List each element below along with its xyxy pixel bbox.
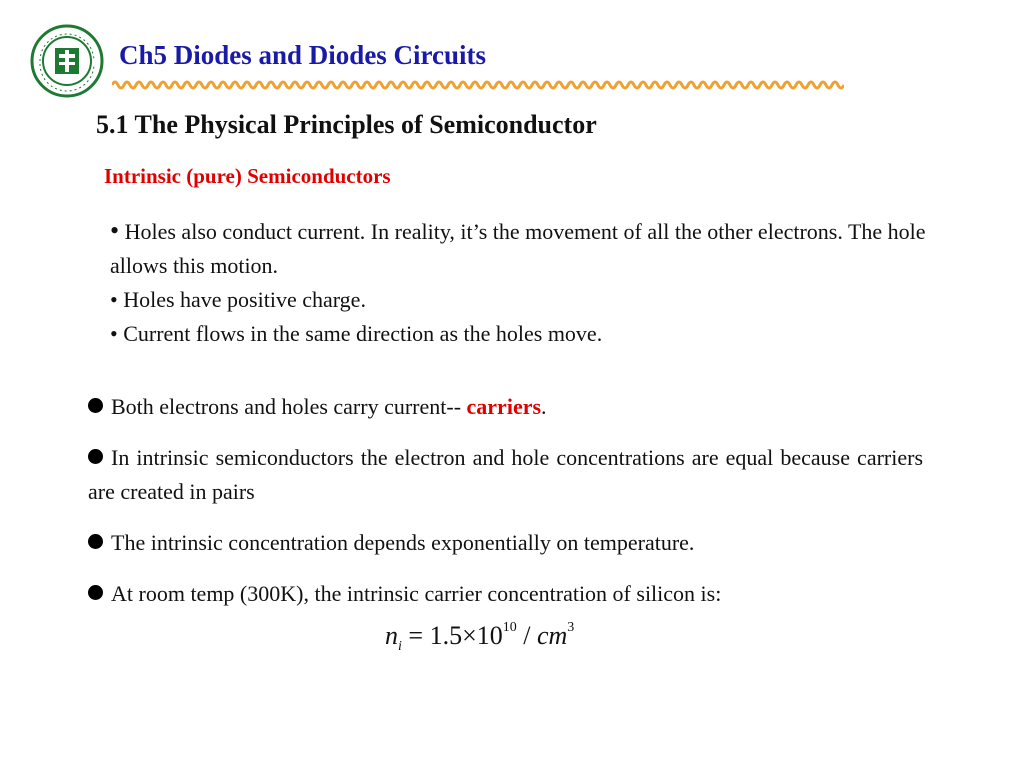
- bullet-dot-icon: [88, 398, 103, 413]
- chapter-title: Ch5 Diodes and Diodes Circuits: [119, 40, 487, 70]
- section-heading: 5.1 The Physical Principles of Semiconductor: [96, 110, 597, 139]
- bullet-dot-icon: [88, 534, 103, 549]
- bullet-text: The intrinsic concentration depends exponentially on temperature.: [111, 530, 695, 555]
- sub-bullet-text: Holes have positive charge.: [123, 287, 366, 312]
- bullet-marker: •: [110, 321, 118, 346]
- formula-base: 10: [476, 621, 503, 650]
- university-logo: [30, 24, 104, 98]
- bullet-dot-icon: [88, 585, 103, 600]
- intrinsic-concentration-formula: [385, 620, 574, 655]
- formula-unit-exponent: 3: [567, 620, 575, 635]
- formula-equals: =: [408, 621, 424, 650]
- bullet-marker: •: [110, 216, 120, 245]
- sub-bullet-text: Current flows in the same direction as the holes move.: [123, 321, 603, 346]
- bullet-dot-icon: [88, 449, 103, 464]
- bullet-text-end: .: [541, 394, 547, 419]
- formula-lhs: n: [385, 621, 398, 650]
- main-bullet-item: [88, 577, 923, 611]
- formula-times: ×: [462, 621, 477, 650]
- subheading: Intrinsic (pure) Semiconductors: [104, 164, 391, 188]
- sub-bullet-text: Holes also conduct current. In reality, it’s the movement of all the other electrons. The hole allows this motion.: [110, 219, 926, 278]
- sub-bullet-item: [110, 317, 960, 351]
- main-bullet-item: [88, 441, 923, 509]
- bullet-text: At room temp (300K), the intrinsic carrier concentration of silicon is:: [111, 581, 722, 606]
- wavy-divider: [112, 78, 844, 92]
- formula-coefficient: 1.5: [429, 621, 463, 650]
- bullet-text: Both electrons and holes carry current--: [111, 394, 467, 419]
- formula-exponent: 10: [502, 620, 517, 635]
- bullet-marker: •: [110, 287, 118, 312]
- formula-slash: /: [523, 621, 531, 650]
- sub-bullet-item: [110, 283, 960, 317]
- main-bullet-item: [88, 390, 923, 424]
- main-bullet-item: [88, 526, 923, 560]
- sub-bullet-item: [110, 214, 960, 283]
- formula-lhs-sub: i: [398, 639, 402, 654]
- sub-bullet-list: [110, 214, 960, 351]
- bullet-text: In intrinsic semiconductors the electron and hole concentrations are equal because carriers are created in pairs: [88, 445, 923, 504]
- formula-unit: cm: [536, 621, 568, 650]
- carriers-highlight: carriers: [466, 394, 542, 419]
